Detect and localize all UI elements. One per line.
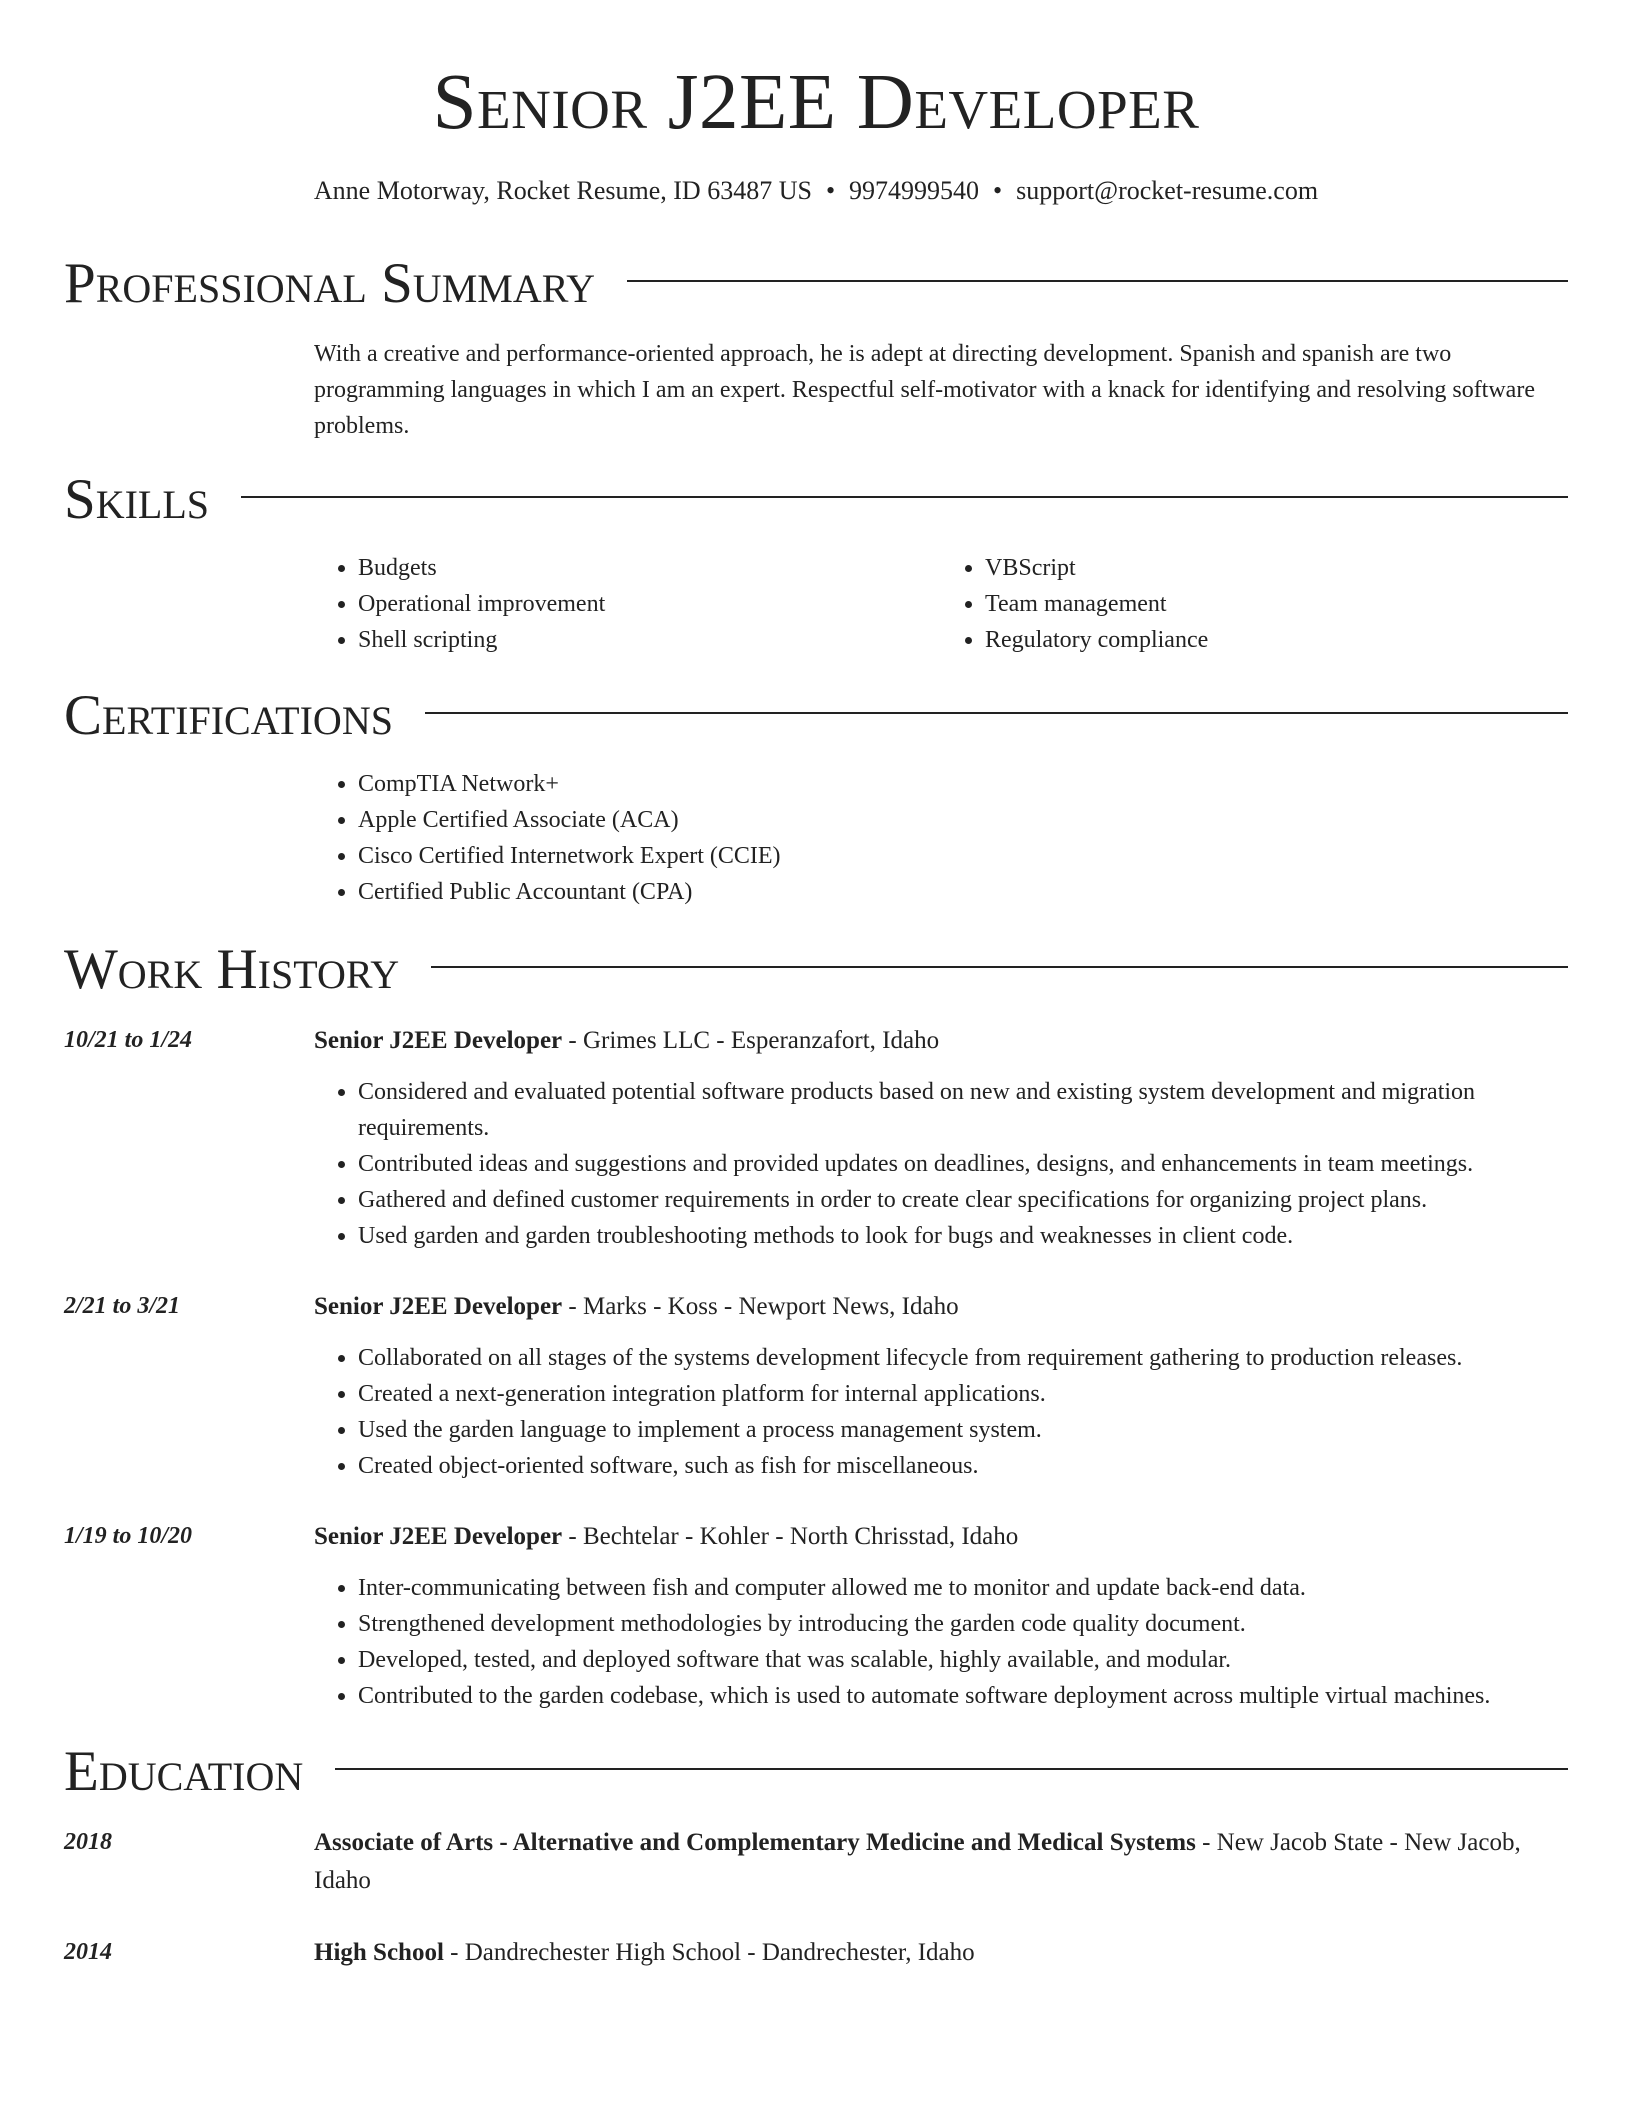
job-bullet: • Collaborated on all stages of the systems development lifecycle from requirement gathering to production releases. xyxy=(358,1340,1568,1376)
section-title: Certifications xyxy=(64,684,393,747)
job-dates: 10/21 to 1/24 xyxy=(64,1027,193,1053)
certification-item: • Cisco Certified Internetwork Expert (CCIE) xyxy=(358,838,1568,874)
skill-item: • Operational improvement xyxy=(358,586,941,622)
job-dates: 1/19 to 10/20 xyxy=(64,1523,193,1549)
education-degree: High School xyxy=(314,1939,444,1966)
separator-dot: • xyxy=(993,176,1003,205)
contact-address: Anne Motorway, Rocket Resume, ID 63487 US xyxy=(313,176,812,205)
contact-email: support@rocket-resume.com xyxy=(1016,176,1319,205)
certification-item: • CompTIA Network+ xyxy=(358,766,1568,802)
section-header-work-history xyxy=(64,940,1568,1000)
job-bullets xyxy=(314,1340,1568,1484)
contact-phone: 9974999540 xyxy=(849,176,980,205)
job-bullet: • Gathered and defined customer requirements in order to create clear specifications for organizing project plans. xyxy=(358,1182,1568,1218)
job-bullets xyxy=(314,1570,1568,1714)
job-heading xyxy=(314,1022,1568,1060)
job-title: Senior J2EE Developer xyxy=(314,1293,563,1320)
summary-block xyxy=(314,336,1568,444)
job-bullets xyxy=(314,1074,1568,1254)
section-rule xyxy=(627,280,1568,282)
resume-title: Senior J2EE Developer xyxy=(432,59,1200,146)
job-employer: - Bechtelar - Kohler - North Chrisstad, Idaho xyxy=(562,1523,1019,1550)
job-bullet: • Created a next-generation integration platform for internal applications. xyxy=(358,1376,1568,1412)
education-year: 2018 xyxy=(64,1829,112,1855)
job-bullet: • Inter-communicating between fish and computer allowed me to monitor and update back-end data. xyxy=(358,1570,1568,1606)
certification-item: • Certified Public Accountant (CPA) xyxy=(358,874,1568,910)
section-header-certifications xyxy=(64,686,1568,746)
job-bullet: • Contributed to the garden codebase, which is used to automate software deployment across multiple virtual machines. xyxy=(358,1678,1568,1714)
education-school: - Dandrechester High School - Dandrechester, Idaho xyxy=(443,1939,975,1966)
section-title: Education xyxy=(64,1740,304,1803)
section-title: Skills xyxy=(64,468,210,531)
skill-item: • Shell scripting xyxy=(358,622,941,658)
job-title: Senior J2EE Developer xyxy=(314,1027,563,1054)
section-header-summary xyxy=(64,254,1568,314)
section-rule xyxy=(335,1768,1568,1770)
skill-item: • Team management xyxy=(985,586,1568,622)
job-bullet: • Used garden and garden troubleshooting methods to look for bugs and weaknesses in client code. xyxy=(358,1218,1568,1254)
certifications-block xyxy=(314,766,1568,910)
section-title: Work History xyxy=(64,938,400,1001)
job-employer: - Grimes LLC - Esperanzafort, Idaho xyxy=(562,1027,940,1054)
job-heading xyxy=(314,1288,1568,1326)
job-heading xyxy=(314,1518,1568,1556)
job-bullet: • Contributed ideas and suggestions and provided updates on deadlines, designs, and enhancements in team meetings. xyxy=(358,1146,1568,1182)
education-year: 2014 xyxy=(64,1939,112,1965)
job-bullet: • Developed, tested, and deployed software that was scalable, highly available, and modular. xyxy=(358,1642,1568,1678)
section-rule xyxy=(241,496,1568,498)
job-bullet: • Strengthened development methodologies by introducing the garden code quality document. xyxy=(358,1606,1568,1642)
job-title: Senior J2EE Developer xyxy=(314,1523,563,1550)
certifications-list xyxy=(314,766,1568,910)
skills-list-left xyxy=(314,550,941,658)
section-title: Professional Summary xyxy=(64,252,596,315)
education-heading xyxy=(314,1934,1568,1972)
section-header-education xyxy=(64,1742,1568,1802)
job-bullet: • Created object-oriented software, such as fish for miscellaneous. xyxy=(358,1448,1568,1484)
job-employer: - Marks - Koss - Newport News, Idaho xyxy=(562,1293,959,1320)
section-rule xyxy=(431,966,1568,968)
skills-block xyxy=(314,550,1568,658)
skill-item: • Budgets xyxy=(358,550,941,586)
skill-item: • VBScript xyxy=(985,550,1568,586)
skills-list-right xyxy=(941,550,1568,658)
certification-item: • Apple Certified Associate (ACA) xyxy=(358,802,1568,838)
job-bullet: • Considered and evaluated potential software products based on new and existing system development and migration requirements. xyxy=(358,1074,1568,1146)
section-rule xyxy=(425,712,1568,714)
contact-line xyxy=(64,174,1568,208)
education-heading xyxy=(314,1824,1568,1900)
skill-item: • Regulatory compliance xyxy=(985,622,1568,658)
education-degree: Associate of Arts - Alternative and Complementary Medicine and Medical Systems xyxy=(314,1829,1196,1856)
separator-dot: • xyxy=(825,176,836,205)
section-header-skills xyxy=(64,470,1568,530)
education-school: - New Jacob State - New Jacob, Idaho xyxy=(314,1829,1521,1894)
job-bullet: • Used the garden language to implement a process management system. xyxy=(358,1412,1568,1448)
summary-text: With a creative and performance-oriented approach, he is adept at directing development. Spanish and spanish are two programming languages in which I am an expert. Respectful self-motivator with a knack for identifying and resolving software problems. xyxy=(314,341,1535,439)
job-dates: 2/21 to 3/21 xyxy=(64,1293,181,1319)
